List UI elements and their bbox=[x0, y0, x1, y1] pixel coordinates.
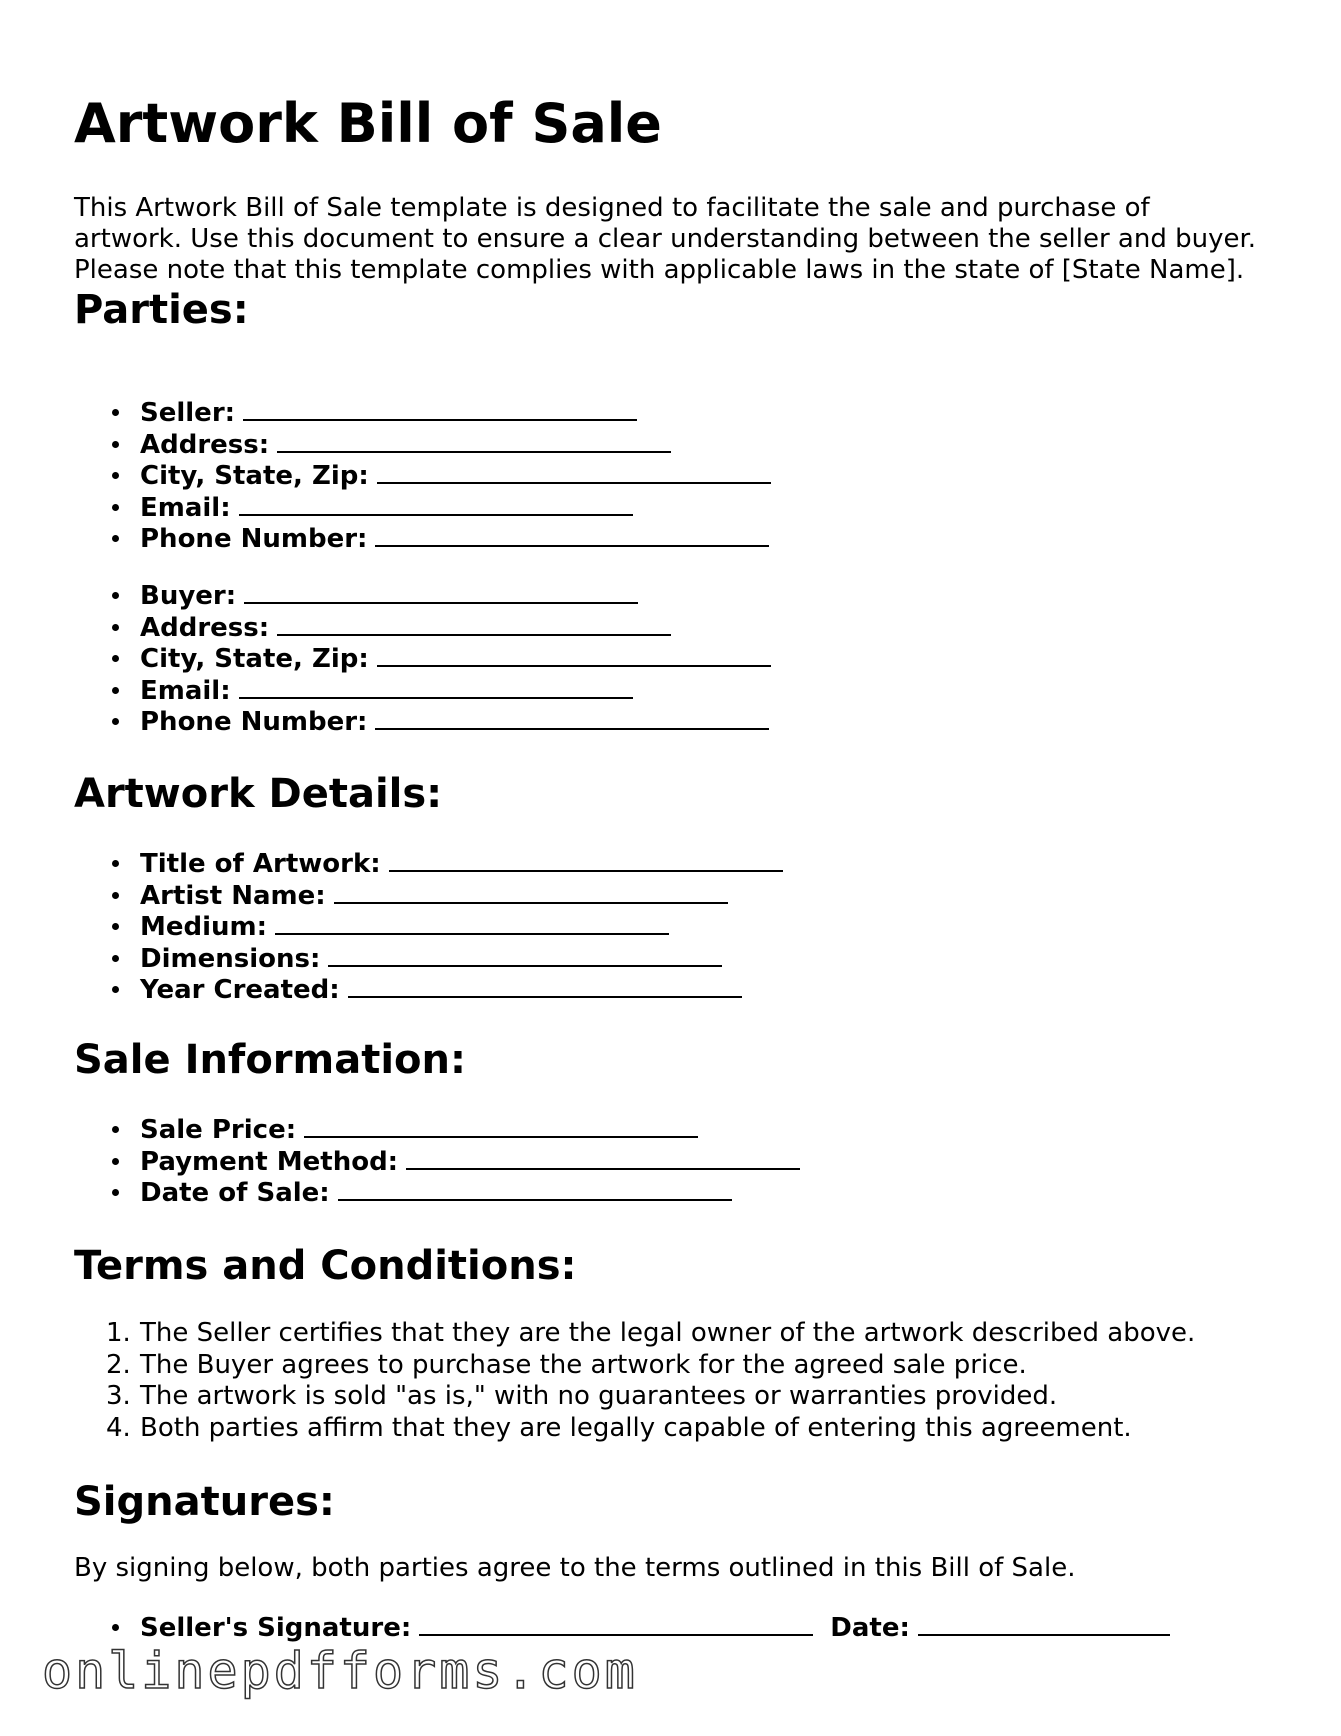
seller-name-field: Seller: bbox=[74, 395, 771, 427]
term-item: 1. The Seller certifies that they are the legal owner of the artwork described above. bbox=[106, 1318, 1196, 1348]
buyer-address-field: Address: bbox=[74, 610, 771, 642]
seller-address-blank[interactable] bbox=[277, 427, 671, 453]
buyer-address-blank[interactable] bbox=[277, 610, 671, 636]
seller-email-field: Email: bbox=[74, 490, 771, 522]
buyer-city-blank[interactable] bbox=[377, 641, 771, 667]
artist-name-field: Artist Name: bbox=[74, 878, 783, 910]
artist-name-blank[interactable] bbox=[334, 878, 728, 904]
buyer-fields-list bbox=[74, 578, 771, 736]
artwork-title-field: Title of Artwork: bbox=[74, 846, 783, 878]
seller-phone-blank[interactable] bbox=[375, 521, 769, 547]
sale-fields-list bbox=[74, 1112, 800, 1207]
seller-signature-date-blank[interactable] bbox=[918, 1610, 1170, 1636]
sale-price-field: Sale Price: bbox=[74, 1112, 800, 1144]
buyer-name-blank[interactable] bbox=[244, 578, 638, 604]
signatures-heading: Signatures: bbox=[74, 1479, 335, 1525]
term-item: 3. The artwork is sold "as is," with no guarantees or warranties provided. bbox=[106, 1381, 1058, 1411]
terms-list bbox=[74, 1318, 1195, 1444]
buyer-phone-blank[interactable] bbox=[375, 704, 769, 730]
seller-name-blank[interactable] bbox=[243, 395, 637, 421]
artwork-fields-list bbox=[74, 846, 783, 1004]
intro-line: This Artwork Bill of Sale template is designed to facilitate the sale and purchase of bbox=[74, 193, 1150, 223]
term-item: 4. Both parties affirm that they are legally capable of entering this agreement. bbox=[106, 1412, 1132, 1443]
page-title: Artwork Bill of Sale bbox=[74, 92, 662, 155]
sale-price-blank[interactable] bbox=[304, 1112, 698, 1138]
intro-paragraph bbox=[74, 193, 1294, 286]
intro-line: Please note that this template complies with applicable laws in the state of [State Name]. bbox=[74, 255, 1245, 285]
seller-city-field: City, State, Zip: bbox=[74, 458, 771, 490]
seller-signature-blank[interactable] bbox=[419, 1610, 813, 1636]
artwork-details-heading: Artwork Details: bbox=[74, 771, 443, 817]
buyer-email-blank[interactable] bbox=[239, 673, 633, 699]
sale-information-heading: Sale Information: bbox=[74, 1037, 466, 1083]
date-of-sale-field: Date of Sale: bbox=[74, 1175, 800, 1207]
buyer-name-field: Buyer: bbox=[74, 578, 771, 610]
medium-blank[interactable] bbox=[275, 909, 669, 935]
payment-method-field: Payment Method: bbox=[74, 1144, 800, 1176]
parties-heading: Parties: bbox=[74, 287, 249, 333]
terms-heading: Terms and Conditions: bbox=[74, 1243, 577, 1289]
intro-line: artwork. Use this document to ensure a clear understanding between the seller and buyer. bbox=[74, 224, 1257, 254]
artwork-title-blank[interactable] bbox=[389, 846, 783, 872]
year-created-field: Year Created: bbox=[74, 972, 783, 1004]
seller-city-blank[interactable] bbox=[377, 458, 771, 484]
dimensions-blank[interactable] bbox=[328, 941, 722, 967]
payment-method-blank[interactable] bbox=[406, 1144, 800, 1170]
signatures-text: By signing below, both parties agree to the terms outlined in this Bill of Sale. bbox=[74, 1553, 1076, 1583]
seller-address-field: Address: bbox=[74, 427, 771, 459]
buyer-email-field: Email: bbox=[74, 673, 771, 705]
seller-email-blank[interactable] bbox=[239, 490, 633, 516]
buyer-phone-field: Phone Number: bbox=[74, 704, 771, 736]
date-of-sale-blank[interactable] bbox=[338, 1175, 732, 1201]
buyer-city-field: City, State, Zip: bbox=[74, 641, 771, 673]
seller-fields-list bbox=[74, 395, 771, 553]
seller-signature-field: Seller's Signature: Date: bbox=[74, 1610, 1170, 1642]
year-created-blank[interactable] bbox=[348, 972, 742, 998]
watermark-logo: onlinepdfforms.com bbox=[42, 1642, 638, 1700]
term-item: 2. The Buyer agrees to purchase the artwork for the agreed sale price. bbox=[106, 1349, 1027, 1380]
dimensions-field: Dimensions: bbox=[74, 941, 783, 973]
seller-phone-field: Phone Number: bbox=[74, 521, 771, 553]
signature-fields-list bbox=[74, 1610, 1170, 1642]
medium-field: Medium: bbox=[74, 909, 783, 941]
